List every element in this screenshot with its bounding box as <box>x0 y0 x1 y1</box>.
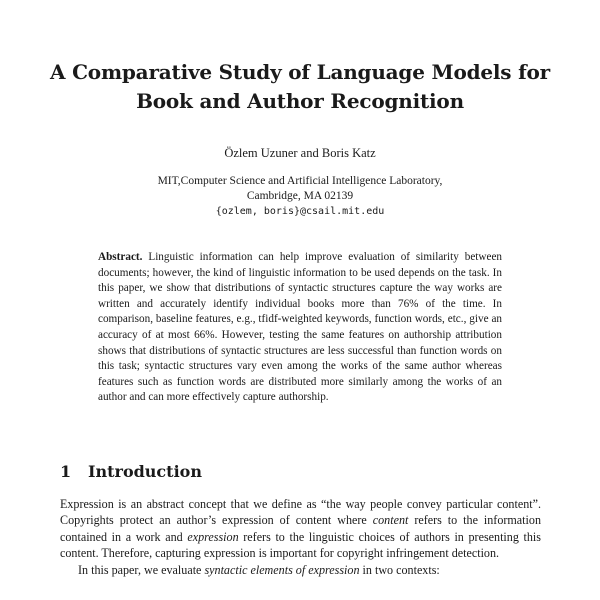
intro-p1-emph-expression: expression <box>187 529 239 544</box>
title-line-2: Book and Author Recognition <box>136 89 464 113</box>
abstract-text: Linguistic information can help improve evaluation of similarity between documents; however, the kind of linguistic information to be used depends on the task. In this paper, we show that distributions of syntactic structures capture the way works are written and accurately identify individual books more than 76% of the time. In comparison, baseline features, e.g., tfidf-weighted keywords, function words, etc., give an accuracy of at most 66%. However, testing the same features on authorship attribution shows that distributions of syntactic structures are less successful than function words on this task; syntactic structures vary even among the works of the same author whereas features such as function words are distributed more similarly among the works of an author and can more effectively capture authorship. <box>98 251 503 404</box>
intro-p1-text-a: Expression is an abstract concept that we define as “the way people convey particular content”. Copyrights protect an author’s expression of content where <box>60 497 541 528</box>
paper-title <box>0 58 600 116</box>
intro-paragraph-1 <box>60 496 541 562</box>
intro-p1-text-c: refers to the linguistic choices of authors in presenting this content. Therefore, capturing expression is important for copyright infringement detection. <box>60 529 541 561</box>
intro-p1-emph-content: content <box>372 513 409 528</box>
abstract-label: Abstract. <box>98 251 143 263</box>
section-title: Introduction <box>88 462 202 481</box>
intro-p2-text-a: In this paper, we evaluate <box>78 562 205 577</box>
section-heading-introduction <box>60 462 540 481</box>
affiliation-line-2: Cambridge, MA 02139 <box>246 190 354 202</box>
section-number: 1 <box>60 462 72 481</box>
introduction-body <box>60 496 541 578</box>
intro-paragraph-2 <box>60 562 541 578</box>
title-line-1: A Comparative Study of Language Models for <box>50 60 550 84</box>
intro-p1-text-b: refers to the information contained in a work and <box>60 513 541 544</box>
affiliation <box>0 174 600 219</box>
affiliation-line-1: MIT,Computer Science and Artificial Intelligence Laboratory, <box>157 175 443 187</box>
author-email: {ozlem, boris}@csail.mit.edu <box>215 206 385 217</box>
intro-p2-text-b: in two contexts: <box>359 562 440 577</box>
intro-p2-emph: syntactic elements of expression <box>204 562 360 577</box>
authors: Özlem Uzuner and Boris Katz <box>224 146 376 160</box>
abstract <box>98 250 502 406</box>
